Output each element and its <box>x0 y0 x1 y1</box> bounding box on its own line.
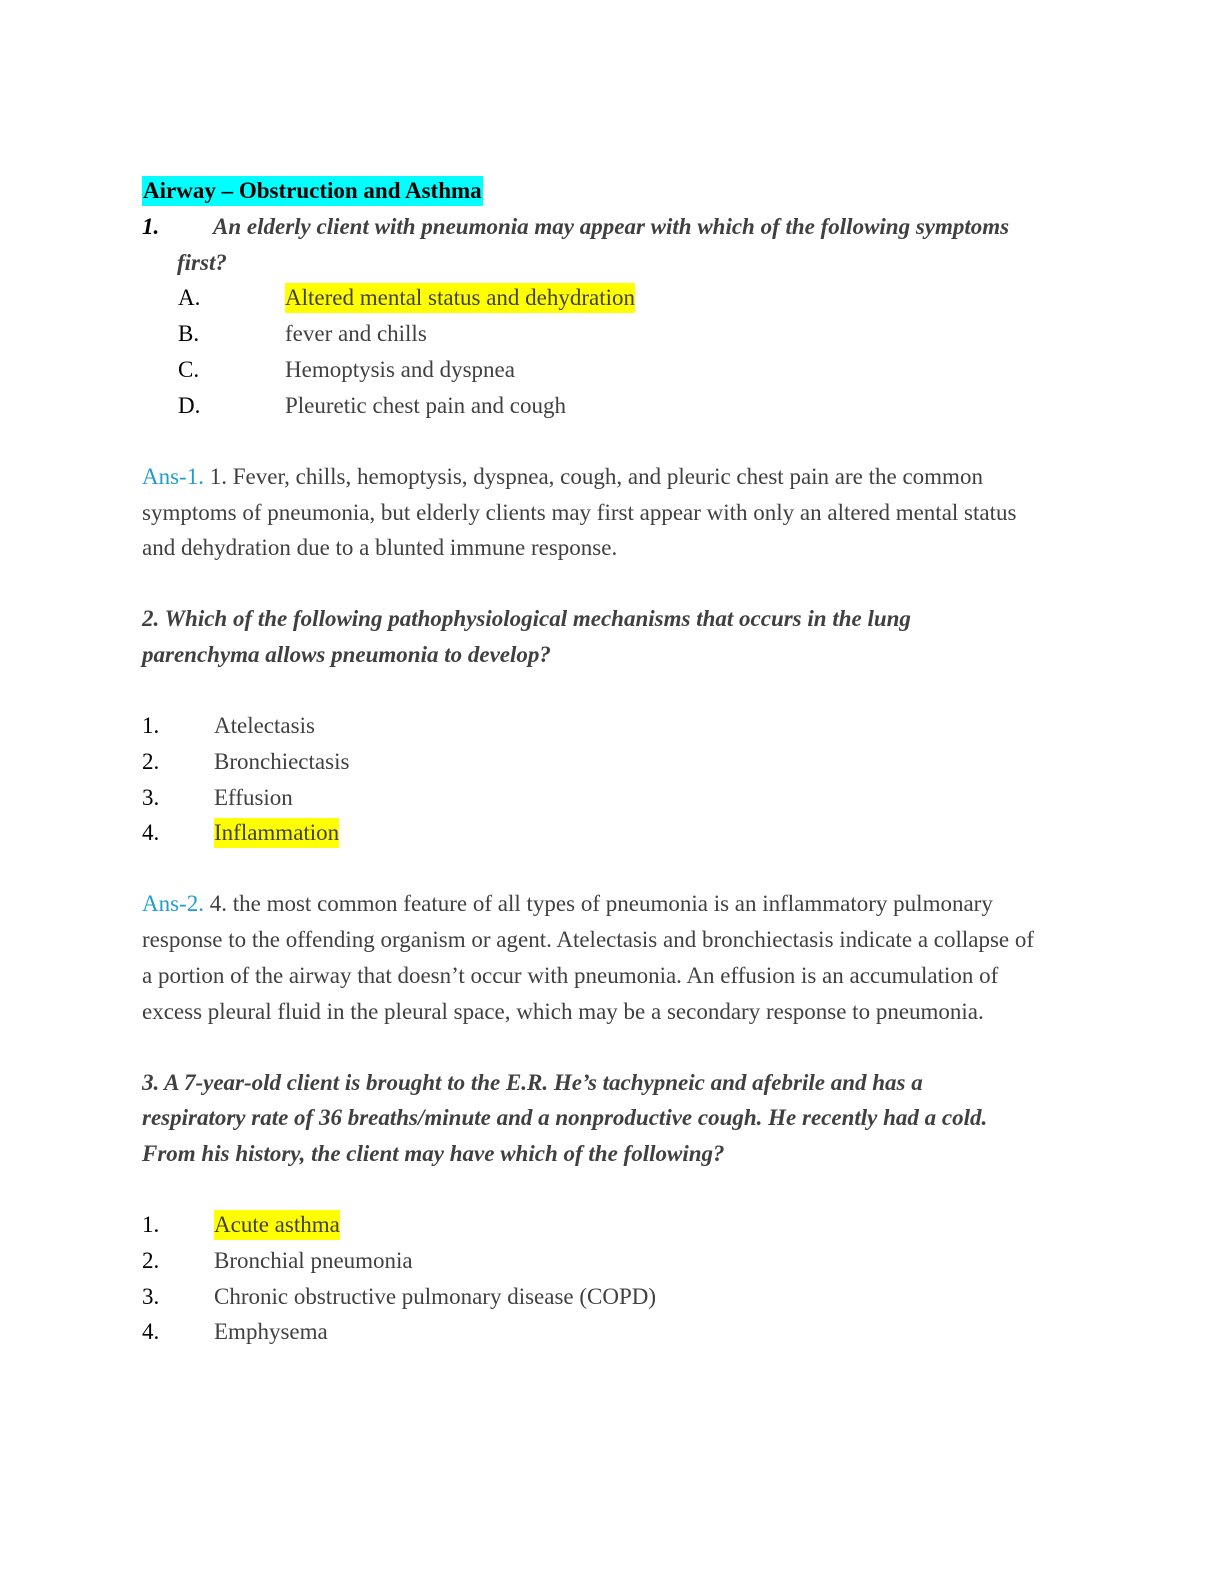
q3-option-4-number: 4. <box>142 1319 160 1344</box>
q2-option-4-text: Inflammation <box>214 818 339 848</box>
q3-option-2-text: Bronchial pneumonia <box>214 1248 413 1273</box>
answer-2-text-line4: excess pleural fluid in the pleural space, which may be a secondary response to pneumonia. <box>142 999 984 1024</box>
answer-1-text-line3: and dehydration due to a blunted immune response. <box>142 535 618 560</box>
q3-option-4-text: Emphysema <box>214 1319 328 1344</box>
question-1-text-line1: An elderly client with pneumonia may appear with which of the following symptoms <box>213 214 1010 239</box>
q1-option-a-letter: A. <box>178 285 201 310</box>
q2-option-3-number: 3. <box>142 785 160 810</box>
answer-2-line1 <box>142 889 993 919</box>
q3-option-1-number: 1. <box>142 1212 160 1237</box>
answer-1-label: Ans-1. <box>142 464 204 489</box>
question-3-text-line3: From his history, the client may have which of the following? <box>142 1141 725 1166</box>
q2-option-2-number: 2. <box>142 749 160 774</box>
q2-option-2-text: Bronchiectasis <box>214 749 350 774</box>
question-3-text-line2: respiratory rate of 36 breaths/minute and a nonproductive cough. He recently had a cold. <box>142 1105 988 1130</box>
q3-option-3-number: 3. <box>142 1284 160 1309</box>
q2-option-1-number: 1. <box>142 713 160 738</box>
question-2-text-line2: parenchyma allows pneumonia to develop? <box>142 642 551 667</box>
q1-option-d-letter: D. <box>178 393 201 418</box>
q2-option-1-text: Atelectasis <box>214 713 315 738</box>
answer-2-text-line1: 4. the most common feature of all types of pneumonia is an inflammatory pulmonary <box>203 891 993 916</box>
q2-option-4-number: 4. <box>142 820 160 845</box>
q3-option-2-number: 2. <box>142 1248 160 1273</box>
answer-2-text-line3: a portion of the airway that doesn’t occur with pneumonia. An effusion is an accumulation of <box>142 963 999 988</box>
q1-option-c-letter: C. <box>178 357 200 382</box>
question-1-number: 1. <box>142 214 160 239</box>
q1-option-c-text: Hemoptysis and dyspnea <box>285 357 515 382</box>
answer-1-text-line2: symptoms of pneumonia, but elderly clients may first appear with only an altered mental status <box>142 500 1017 525</box>
answer-2-label: Ans-2. <box>142 891 204 916</box>
q3-option-1-text: Acute asthma <box>214 1210 340 1240</box>
answer-1-text-line1: 1. Fever, chills, hemoptysis, dyspnea, cough, and pleuric chest pain are the common <box>203 464 983 489</box>
question-2-text-line1: 2. Which of the following pathophysiological mechanisms that occurs in the lung <box>142 606 911 631</box>
q1-option-a-text: Altered mental status and dehydration <box>285 283 635 313</box>
q1-option-b-text: fever and chills <box>285 321 427 346</box>
q1-option-b-letter: B. <box>178 321 200 346</box>
q2-option-3-text: Effusion <box>214 785 293 810</box>
answer-2-text-line2: response to the offending organism or agent. Atelectasis and bronchiectasis indicate a collapse of <box>142 927 1035 952</box>
section-title: Airway – Obstruction and Asthma <box>142 176 483 206</box>
answer-1-line1 <box>142 462 983 492</box>
q1-option-d-text: Pleuretic chest pain and cough <box>285 393 567 418</box>
q3-option-3-text: Chronic obstructive pulmonary disease (COPD) <box>214 1284 657 1309</box>
question-3-text-line1: 3. A 7-year-old client is brought to the E.R. He’s tachypneic and afebrile and has a <box>142 1070 923 1095</box>
question-1-text-line2: first? <box>177 250 227 275</box>
